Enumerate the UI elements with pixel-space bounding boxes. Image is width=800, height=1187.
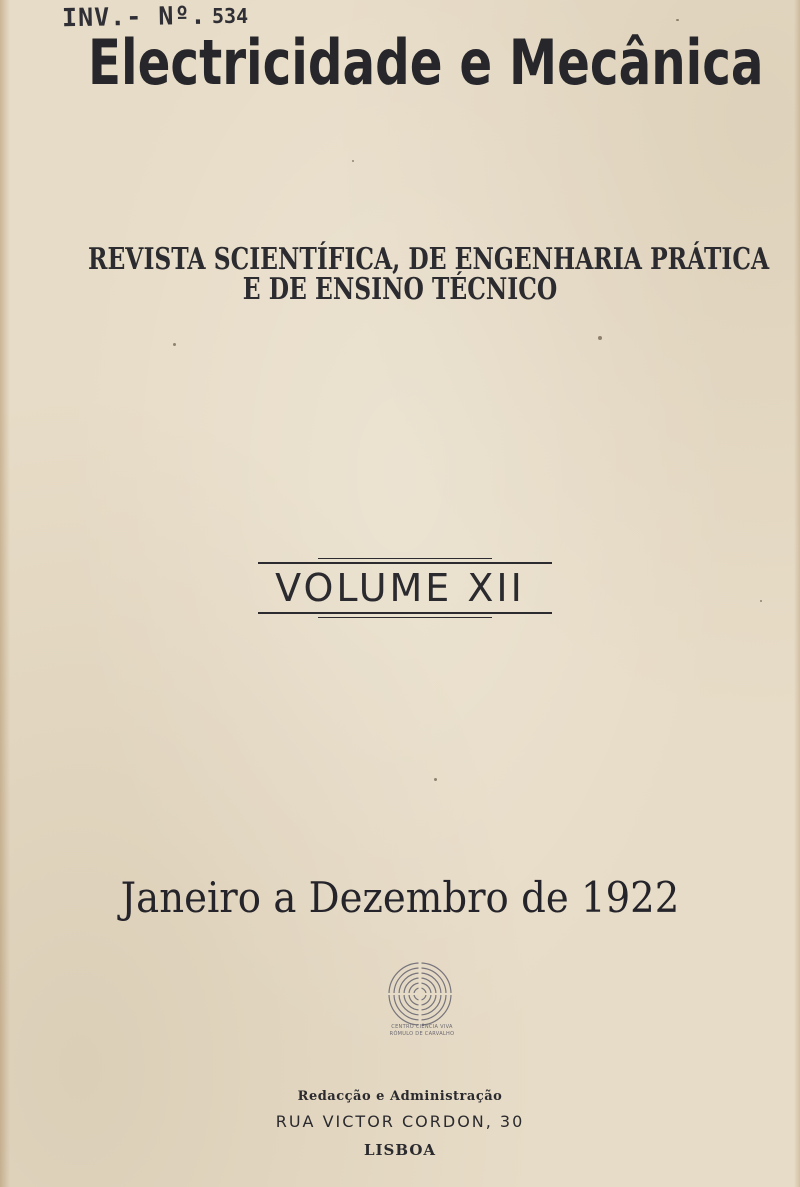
volume-rule-bottom-inner <box>318 617 492 618</box>
magazine-title: Electricidade e Mecânica <box>88 26 764 99</box>
volume-label: VOLUME XII <box>275 566 525 610</box>
library-seal-line-2: RÓMULO DE CARVALHO <box>389 1031 455 1037</box>
inventory-stamp-number: 534 <box>212 4 249 28</box>
publication-period: Janeiro a Dezembro de 1922 <box>120 873 680 922</box>
footer-address: RUA VICTOR CORDON, 30 <box>275 1112 525 1131</box>
subtitle-line-2: E DE ENSINO TÉCNICO <box>242 272 558 307</box>
footer-city: LISBOA <box>363 1141 437 1159</box>
inventory-stamp-label: INV.- Nº. <box>61 0 207 33</box>
subtitle-line-1: REVISTA SCIENTÍFICA, DE ENGENHARIA PRÁTICA <box>88 242 770 277</box>
volume-rule-top-inner <box>318 558 492 559</box>
volume-rule-bottom-outer <box>258 612 552 614</box>
library-seal-line-1: CENTRO CIÊNCIA VIVA <box>391 1024 453 1030</box>
footer-redaccao: Redacção e Administração <box>297 1089 503 1104</box>
